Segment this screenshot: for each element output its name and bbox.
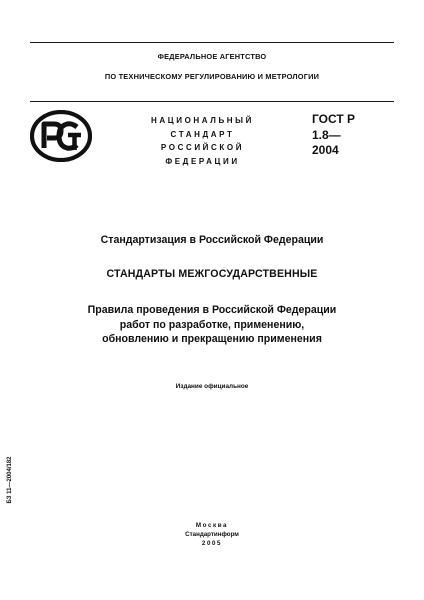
- edition-label: Издание официальное: [175, 383, 249, 390]
- agency-name-line1: ФЕДЕРАЛЬНОЕ АГЕНТСТВО: [157, 52, 267, 61]
- gost-line-3: 2004: [312, 143, 339, 157]
- national-standard-label: [140, 114, 265, 168]
- document-subtitle: [20, 303, 404, 347]
- top-rule: [30, 42, 394, 43]
- standard-line-1: НАЦИОНАЛЬНЫЙ: [151, 116, 254, 125]
- main-title: СТАНДАРТЫ МЕЖГОСУДАРСТВЕННЫЕ: [106, 268, 318, 280]
- imprint-publisher: Стандартинформ: [185, 531, 239, 538]
- standard-line-2: СТАНДАРТ: [170, 129, 235, 139]
- gost-line-2: 1.8—: [312, 127, 341, 142]
- bottom-rule: [30, 101, 394, 102]
- imprint-year: 2005: [201, 540, 223, 547]
- series-title: Стандартизация в Российской Федерации: [100, 234, 324, 246]
- pct-certification-mark-icon: [30, 110, 92, 162]
- publisher-imprint: [20, 521, 404, 548]
- standard-line-4: ФЕДЕРАЦИИ: [165, 156, 240, 166]
- subtitle-line-1: Правила проведения в Российской Федерации: [87, 304, 337, 316]
- imprint-city: Москва: [195, 522, 229, 529]
- subtitle-line-3: обновлению и прекращению применения: [102, 333, 322, 345]
- subtitle-line-2: работ по разработке, применению,: [119, 318, 305, 331]
- standard-line-3: РОССИЙСКОЙ: [160, 143, 245, 152]
- gost-designation: [312, 112, 355, 159]
- agency-name-line2: ПО ТЕХНИЧЕСКОМУ РЕГУЛИРОВАНИЮ И МЕТРОЛОГИИ: [104, 72, 320, 81]
- side-code-text: БЗ 11—2004/182: [7, 456, 13, 504]
- gost-line-1: ГОСТ Р: [312, 112, 356, 126]
- side-code: [4, 440, 16, 520]
